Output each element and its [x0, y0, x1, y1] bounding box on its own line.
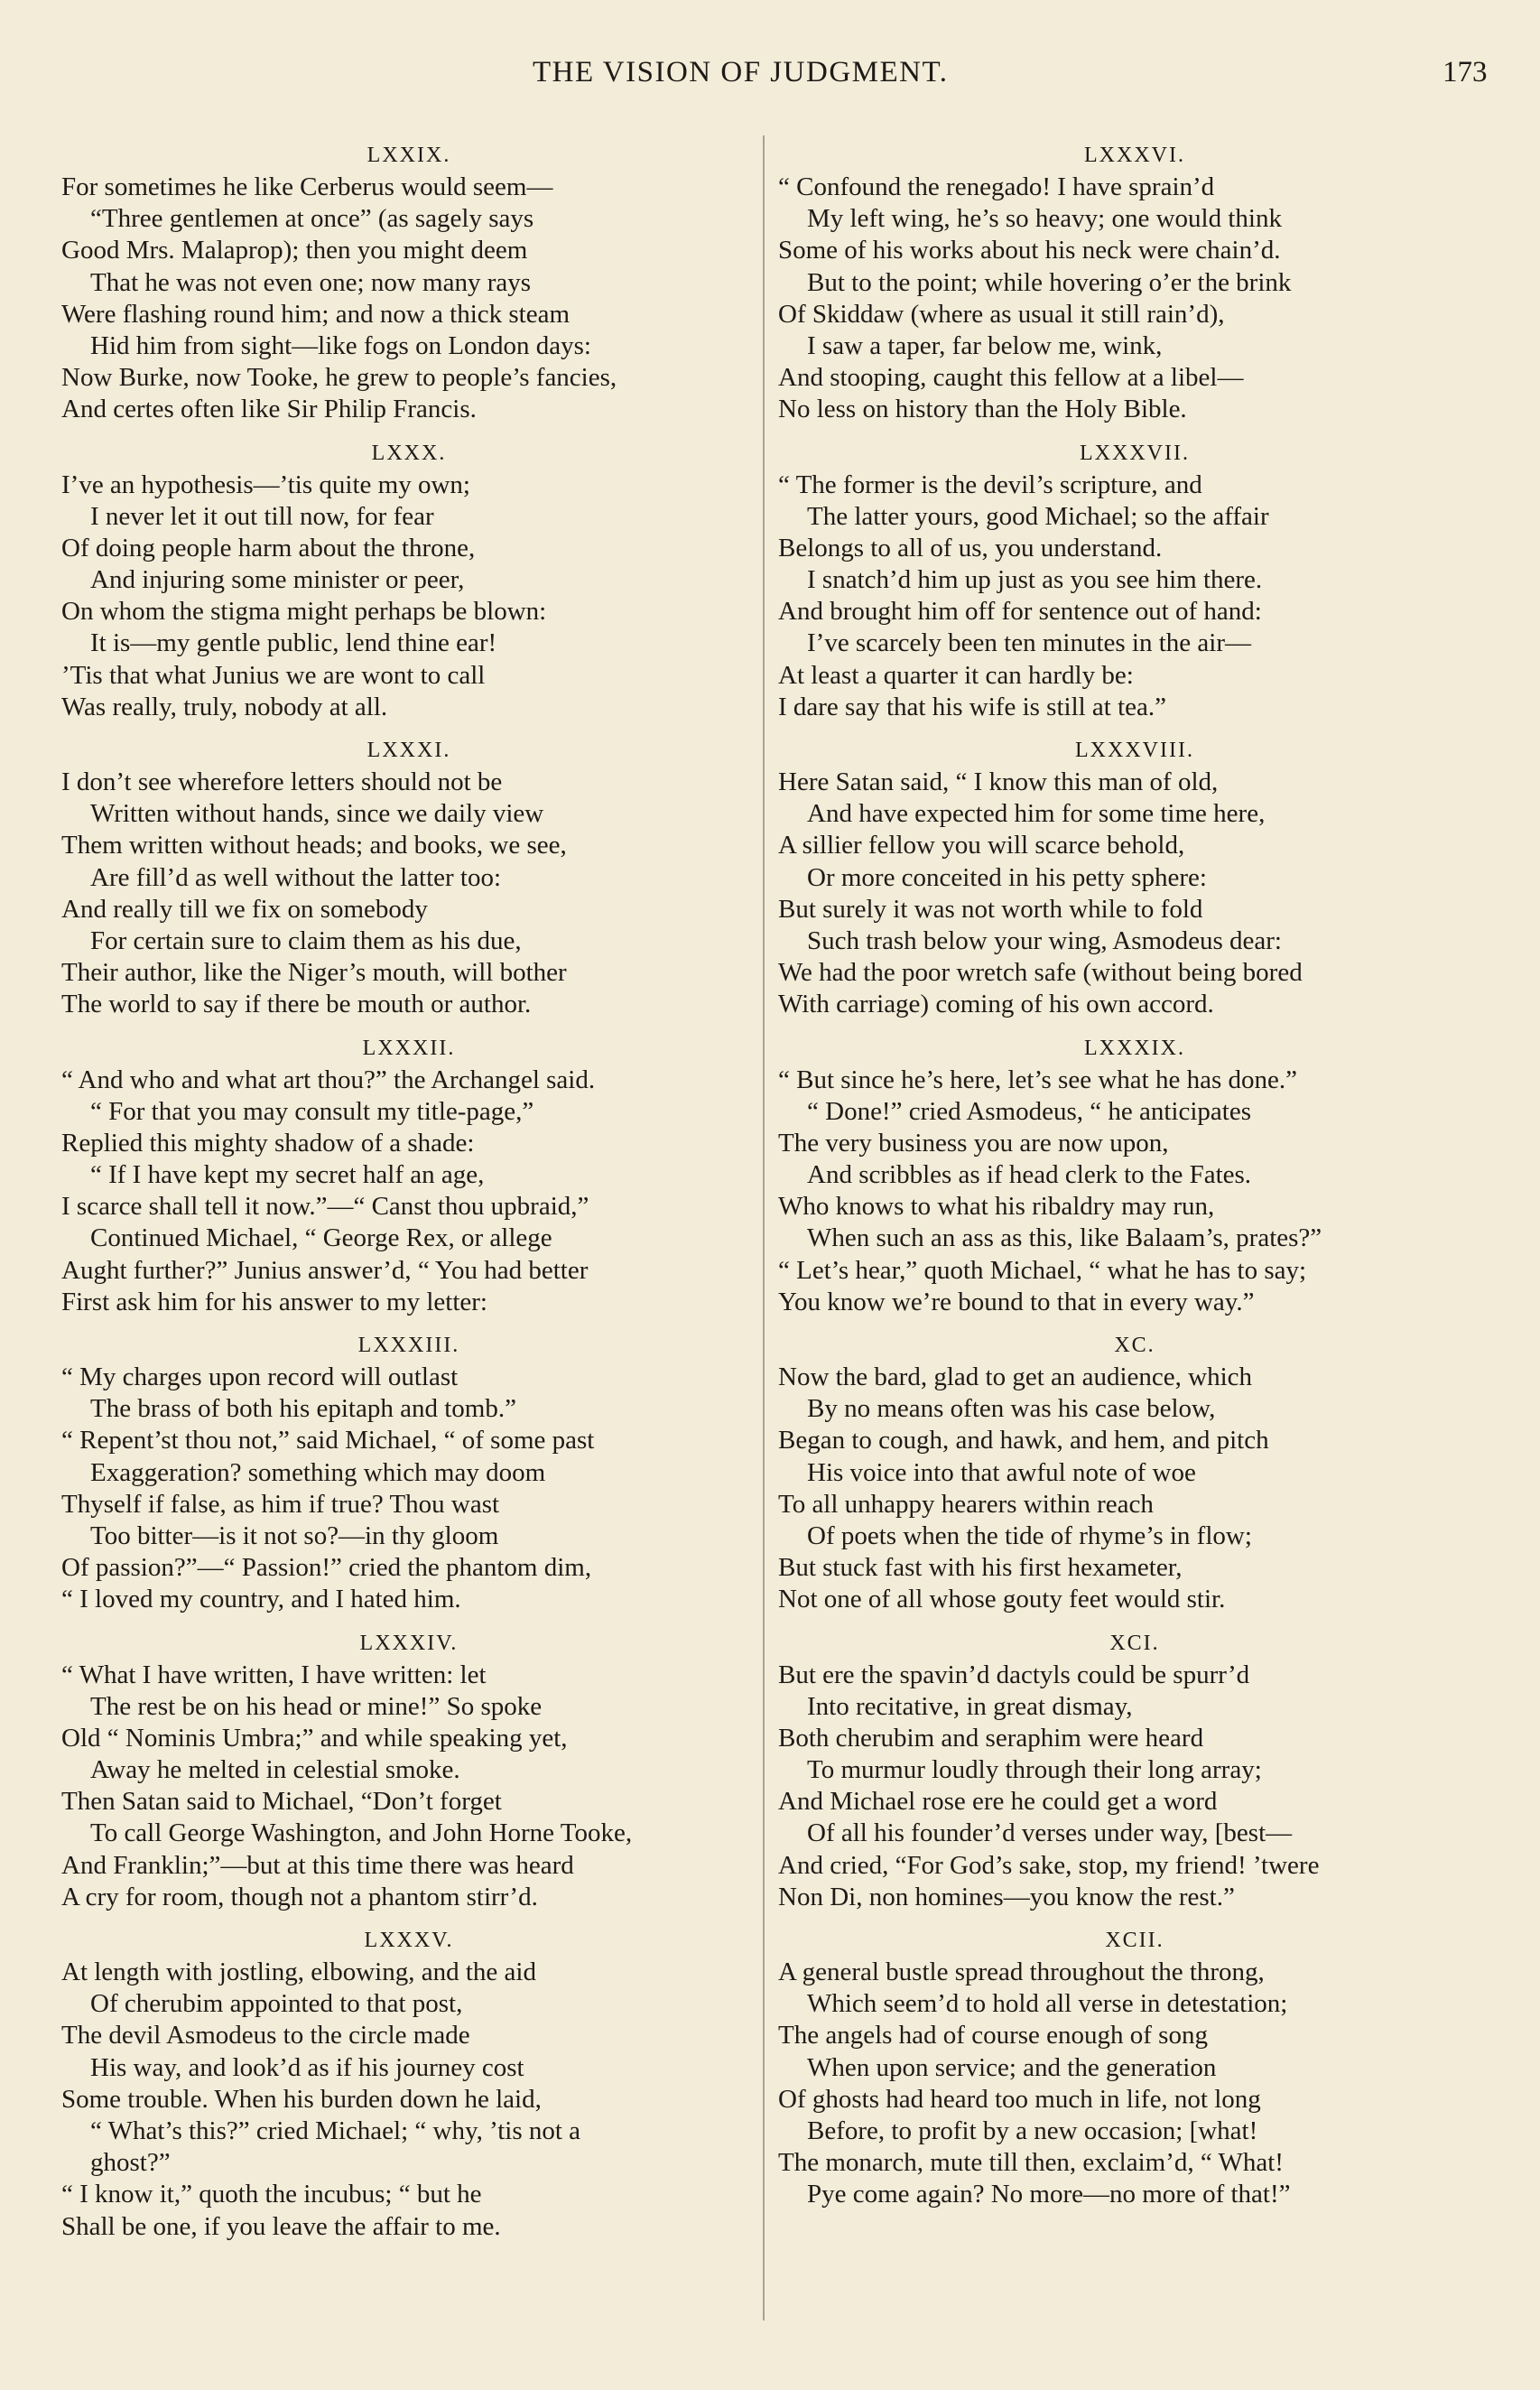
stanza: [61, 139, 756, 426]
verse-line: No less on history than the Holy Bible.: [778, 395, 1187, 424]
verse-line: ghost?”: [90, 2148, 171, 2178]
verse-line: Then Satan said to Michael, “Don’t forget: [61, 1787, 502, 1817]
verse-line: Of poets when the tide of rhyme’s in flow;: [807, 1520, 1252, 1550]
verse-line: Good Mrs. Malaprop); then you might deem: [61, 236, 528, 265]
verse-line: By no means often was his case below,: [807, 1394, 1216, 1424]
stanza: [61, 437, 756, 724]
verse-line: “ Confound the renegado! I have sprain’d: [778, 172, 1215, 201]
verse-line: Of ghosts had heard too much in life, not long: [778, 2084, 1261, 2114]
stanza: [778, 1627, 1491, 1914]
verse-line: “ For that you may consult my title-page,”: [90, 1096, 534, 1126]
stanza-number: LXXXIII.: [357, 1334, 460, 1357]
verse-line: Such trash below your wing, Asmodeus dear:: [807, 925, 1282, 955]
verse-line: A sillier fellow you will scarce behold,: [778, 831, 1185, 860]
verse-line: “ I know it,” quoth the incubus; “ but he: [61, 2180, 482, 2209]
stanza-number: LXXXIV.: [359, 1631, 459, 1655]
verse-line: Them written without heads; and books, we see,: [61, 831, 567, 860]
verse-line: And certes often like Sir Philip Francis.: [61, 395, 477, 424]
verse-line: Belongs to all of us, you understand.: [778, 533, 1163, 563]
verse-line: To all unhappy hearers within reach: [778, 1489, 1154, 1519]
verse-line: Hid him from sight—like fogs on London days:: [90, 330, 591, 360]
verse-line: Some of his works about his neck were chain’d.: [778, 236, 1281, 265]
verse-line: “ If I have kept my secret half an age,: [90, 1160, 485, 1190]
verse-line: We had the poor wretch safe (without being bored: [778, 958, 1303, 988]
stanza: [778, 437, 1491, 724]
verse-line: To murmur loudly through their long array;: [807, 1755, 1262, 1785]
verse-line: To call George Washington, and John Horne Tooke,: [90, 1818, 633, 1848]
verse-line: Aught further?” Junius answer’d, “ You had better: [61, 1255, 589, 1285]
stanza: [61, 1032, 756, 1319]
verse-line: I’ve an hypothesis—’tis quite my own;: [61, 470, 470, 499]
verse-line: “ And who and what art thou?” the Archangel said.: [61, 1065, 596, 1094]
stanza-number: LXXXVIII.: [1075, 739, 1194, 762]
verse-line: Written without hands, since we daily view: [90, 799, 544, 829]
verse-line: My left wing, he’s so heavy; one would think: [807, 204, 1282, 234]
verse-line: Non Di, non homines—you know the rest.”: [778, 1882, 1235, 1911]
verse-line: Both cherubim and seraphim were heard: [778, 1723, 1204, 1753]
verse-line: Not one of all whose gouty feet would stir.: [778, 1585, 1226, 1614]
verse-line: For certain sure to claim them as his due,: [90, 925, 522, 955]
verse-line: His way, and look’d as if his journey cost: [90, 2052, 524, 2082]
verse-line: The brass of both his epitaph and tomb.”: [90, 1394, 516, 1424]
verse-line: “ I loved my country, and I hated him.: [61, 1585, 461, 1614]
verse-line: That he was not even one; now many rays: [90, 267, 532, 297]
verse-line: “ What I have written, I have written: let: [61, 1660, 487, 1689]
right-column: [778, 128, 1491, 2211]
verse-line: The rest be on his head or mine!” So spoke: [90, 1691, 543, 1721]
verse-line: Their author, like the Niger’s mouth, will bother: [61, 958, 567, 988]
verse-line: I saw a taper, far below me, wink,: [807, 330, 1163, 360]
stanza: [778, 1924, 1491, 2211]
stanza-number: XCII.: [1105, 1929, 1164, 1952]
verse-line: Away he melted in celestial smoke.: [90, 1755, 460, 1785]
verse-line: I scarce shall tell it now.”—“ Canst thou upbraid,”: [61, 1192, 589, 1222]
verse-line: Into recitative, in great dismay,: [807, 1691, 1133, 1721]
verse-line: “ Repent’st thou not,” said Michael, “ of some past: [61, 1426, 595, 1455]
verse-line: At length with jostling, elbowing, and the aid: [61, 1958, 536, 1986]
verse-line: I never let it out till now, for fear: [90, 501, 434, 531]
verse-line: “ Done!” cried Asmodeus, “ he anticipates: [807, 1096, 1252, 1126]
verse-line: I don’t see wherefore letters should not be: [61, 767, 503, 796]
verse-line: And Franklin;”—but at this time there was heard: [61, 1850, 574, 1880]
verse-line: Of all his founder’d verses under way, [best—: [807, 1818, 1293, 1848]
verse-line: You know we’re bound to that in every way.”: [778, 1287, 1255, 1316]
verse-line: Before, to profit by a new occasion; [what!: [807, 2116, 1258, 2145]
verse-line: Were flashing round him; and now a thick steam: [61, 299, 571, 329]
verse-line: Was really, truly, nobody at all.: [61, 692, 388, 721]
verse-line: Here Satan said, “ I know this man of old,: [778, 767, 1219, 796]
verse-line: “ My charges upon record will outlast: [61, 1362, 459, 1391]
verse-line: I’ve scarcely been ten minutes in the air—: [807, 628, 1251, 658]
verse-line: I snatch’d him up just as you see him there.: [807, 565, 1263, 595]
verse-line: And really till we fix on somebody: [61, 894, 428, 924]
stanza: [61, 734, 756, 1021]
stanza-number: XCI.: [1109, 1631, 1160, 1655]
verse-line: A cry for room, though not a phantom stirr’d.: [61, 1882, 538, 1911]
verse-line: “Three gentlemen at once” (as sagely says: [90, 204, 534, 234]
verse-line: And stooping, caught this fellow at a libel—: [778, 363, 1244, 393]
stanza: [61, 1329, 756, 1616]
page-number: 173: [1443, 56, 1488, 88]
verse-line: Of Skiddaw (where as usual it still rain’d),: [778, 299, 1225, 329]
stanza-number: LXXXII.: [362, 1036, 456, 1060]
verse-line: Or more conceited in his petty sphere:: [807, 862, 1207, 892]
verse-line: Exaggeration? something which may doom: [90, 1457, 546, 1487]
stanza-number: LXXXIX.: [1084, 1036, 1185, 1060]
stanza-number: LXXX.: [371, 441, 447, 465]
verse-line: But to the point; while hovering o’er the brink: [807, 267, 1292, 297]
stanza: [778, 1329, 1491, 1616]
verse-line: Replied this mighty shadow of a shade:: [61, 1128, 475, 1158]
stanza-number: XC.: [1114, 1334, 1155, 1357]
running-title: THE VISION OF JUDGMENT.: [533, 56, 949, 88]
verse-line: But surely it was not worth while to fold: [778, 894, 1203, 924]
stanza: [61, 1924, 756, 2243]
verse-line: It is—my gentle public, lend thine ear!: [90, 628, 497, 658]
verse-line: “ What’s this?” cried Michael; “ why, ’tis not a: [90, 2116, 581, 2145]
verse-line: When upon service; and the generation: [807, 2052, 1217, 2082]
verse-line: And brought him off for sentence out of hand:: [778, 597, 1262, 627]
verse-line: Began to cough, and hawk, and hem, and pitch: [778, 1426, 1269, 1455]
verse-line: Shall be one, if you leave the affair to me.: [61, 2211, 501, 2241]
verse-line: Of doing people harm about the throne,: [61, 533, 476, 563]
verse-line: For sometimes he like Cerberus would seem—: [61, 172, 553, 201]
verse-line: Thyself if false, as him if true? Thou wast: [61, 1489, 500, 1519]
verse-line: The monarch, mute till then, exclaim’d, “ What!: [778, 2148, 1284, 2178]
verse-line: The world to say if there be mouth or author.: [61, 990, 532, 1019]
verse-line: The devil Asmodeus to the circle made: [61, 2021, 470, 2051]
verse-line: Too bitter—is it not so?—in thy gloom: [90, 1520, 499, 1550]
verse-line: Who knows to what his ribaldry may run,: [778, 1192, 1215, 1222]
verse-line: Now Burke, now Tooke, he grew to people’s fancies,: [61, 363, 617, 393]
verse-line: And cried, “For God’s sake, stop, my friend! ’twere: [778, 1850, 1320, 1880]
verse-line: The angels had of course enough of song: [778, 2021, 1208, 2051]
stanza-number: LXXXI.: [366, 739, 451, 762]
stanza-number: LXXIX.: [366, 144, 451, 167]
verse-line: Now the bard, glad to get an audience, which: [778, 1362, 1253, 1391]
column-divider: [763, 135, 765, 2320]
left-column: [61, 128, 756, 2243]
verse-line: The very business you are now upon,: [778, 1128, 1169, 1158]
verse-line: Some trouble. When his burden down he laid,: [61, 2084, 542, 2114]
verse-line: Continued Michael, “ George Rex, or allege: [90, 1223, 552, 1253]
verse-line: “ But since he’s here, let’s see what he has done.”: [778, 1065, 1297, 1094]
verse-line: Which seem’d to hold all verse in detestation;: [807, 1989, 1288, 2019]
stanza: [778, 734, 1491, 1021]
verse-line: With carriage) coming of his own accord.: [778, 990, 1214, 1019]
verse-line: “ The former is the devil’s scripture, and: [778, 470, 1202, 499]
verse-line: Of cherubim appointed to that post,: [90, 1989, 463, 2019]
verse-line: A general bustle spread throughout the throng,: [778, 1958, 1265, 1986]
stanza-number: LXXXV.: [364, 1929, 454, 1952]
verse-line: The latter yours, good Michael; so the affair: [807, 501, 1269, 531]
stanza: [61, 1627, 756, 1914]
stanza: [778, 1032, 1491, 1319]
verse-line: And Michael rose ere he could get a word: [778, 1787, 1218, 1817]
verse-line: His voice into that awful note of woe: [807, 1457, 1196, 1487]
verse-line: When such an ass as this, like Balaam’s, prates?”: [807, 1223, 1322, 1253]
stanza: [778, 139, 1491, 426]
verse-line: And injuring some minister or peer,: [90, 565, 465, 595]
verse-line: First ask him for his answer to my letter:: [61, 1287, 487, 1316]
verse-line: Of passion?”—“ Passion!” cried the phantom dim,: [61, 1553, 592, 1583]
verse-line: At least a quarter it can hardly be:: [778, 660, 1134, 690]
verse-line: “ Let’s hear,” quoth Michael, “ what he has to say;: [778, 1255, 1307, 1285]
verse-line: Old “ Nominis Umbra;” and while speaking yet,: [61, 1723, 568, 1753]
verse-line: But ere the spavin’d dactyls could be spurr’d: [778, 1660, 1250, 1689]
verse-line: And have expected him for some time here,: [807, 799, 1266, 829]
stanza-number: LXXXVII.: [1080, 441, 1190, 465]
verse-line: And scribbles as if head clerk to the Fates.: [807, 1160, 1252, 1190]
verse-line: I dare say that his wife is still at tea.”: [778, 692, 1167, 721]
verse-line: Pye come again? No more—no more of that!”: [807, 2180, 1291, 2209]
verse-line: Are fill’d as well without the latter too:: [90, 862, 502, 892]
verse-line: ’Tis that what Junius we are wont to call: [61, 660, 486, 690]
stanza-number: LXXXVI.: [1084, 144, 1185, 167]
verse-line: But stuck fast with his first hexameter,: [778, 1553, 1183, 1583]
verse-line: On whom the stigma might perhaps be blown:: [61, 597, 547, 627]
